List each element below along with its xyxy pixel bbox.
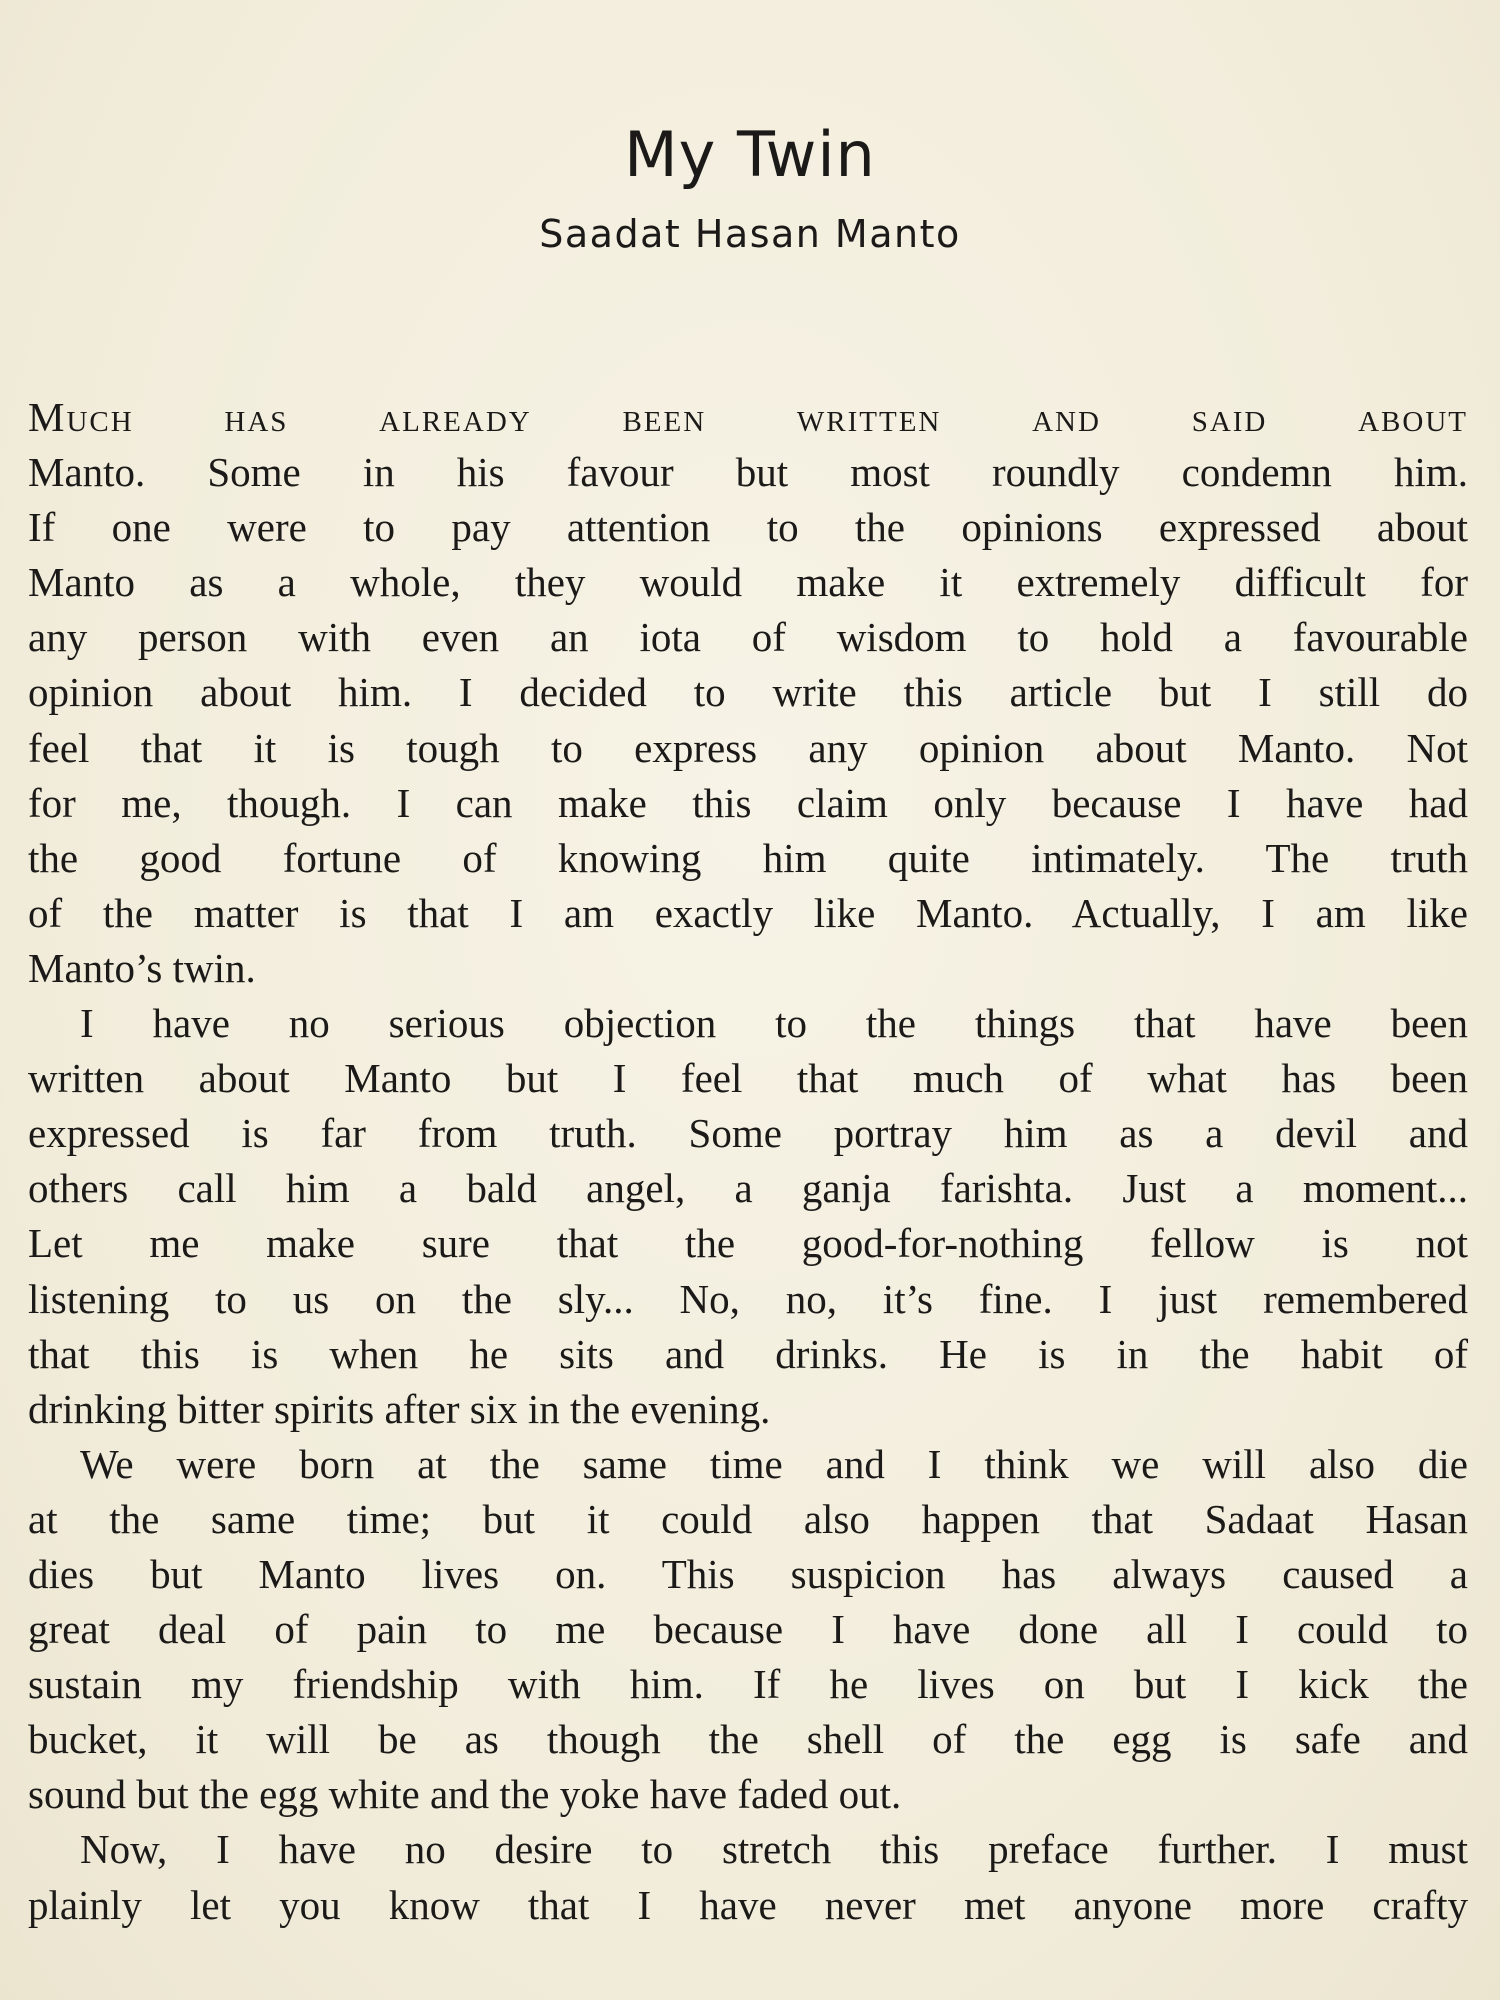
text-line: listening to us on the sly... No, no, it’s fine. I just remembered [28, 1275, 1468, 1322]
text-line: We were born at the same time and I think we will also die [80, 1440, 1468, 1487]
text-line: at the same time; but it could also happen that Sadaat Hasan [28, 1495, 1468, 1542]
text-line: Manto’s twin. [28, 944, 256, 991]
chapter-title: My Twin [624, 118, 876, 191]
body-text [28, 390, 1468, 1933]
text-line: any person with even an iota of wisdom to hold a favourable [28, 614, 1468, 661]
text-line: the good fortune of knowing him quite intimately. The truth [28, 834, 1468, 881]
text-line: sound but the egg white and the yoke have faded out. [28, 1771, 902, 1818]
text-line: Manto as a whole, they would make it extremely difficult for [28, 559, 1468, 606]
text-line: Let me make sure that the good-for-nothing fellow is not [28, 1220, 1468, 1267]
text-line: Manto. Some in his favour but most roundly condemn him. [28, 449, 1468, 496]
text-line: Now, I have no desire to stretch this preface further. I must [80, 1826, 1468, 1873]
text-line: drinking bitter spirits after six in the evening. [28, 1385, 771, 1432]
text-line: great deal of pain to me because I have done all I could to [28, 1606, 1468, 1653]
text-line: opinion about him. I decided to write this article but I still do [28, 669, 1468, 716]
text-line: expressed is far from truth. Some portray him as a devil and [28, 1110, 1468, 1157]
text-line: others call him a bald angel, a ganja farishta. Just a moment... [28, 1165, 1468, 1212]
text-line: of the matter is that I am exactly like Manto. Actually, I am like [28, 889, 1468, 936]
text-line: Much has already been written and said about [28, 394, 1468, 440]
text-line: bucket, it will be as though the shell of the egg is safe and [28, 1716, 1468, 1763]
text-line: feel that it is tough to express any opinion about Manto. Not [28, 724, 1468, 771]
chapter-author: Saadat Hasan Manto [539, 212, 961, 256]
text-line: plainly let you know that I have never met anyone more crafty [28, 1881, 1468, 1928]
text-line: written about Manto but I feel that much of what has been [28, 1055, 1468, 1102]
text-line: dies but Manto lives on. This suspicion has always caused a [28, 1550, 1468, 1597]
text-line: sustain my friendship with him. If he lives on but I kick the [28, 1661, 1468, 1708]
text-line: I have no serious objection to the things that have been [80, 1000, 1468, 1047]
text-line: for me, though. I can make this claim only because I have had [28, 779, 1468, 826]
text-line: If one were to pay attention to the opinions expressed about [28, 504, 1468, 551]
text-line: that this is when he sits and drinks. He is in the habit of [28, 1330, 1468, 1377]
